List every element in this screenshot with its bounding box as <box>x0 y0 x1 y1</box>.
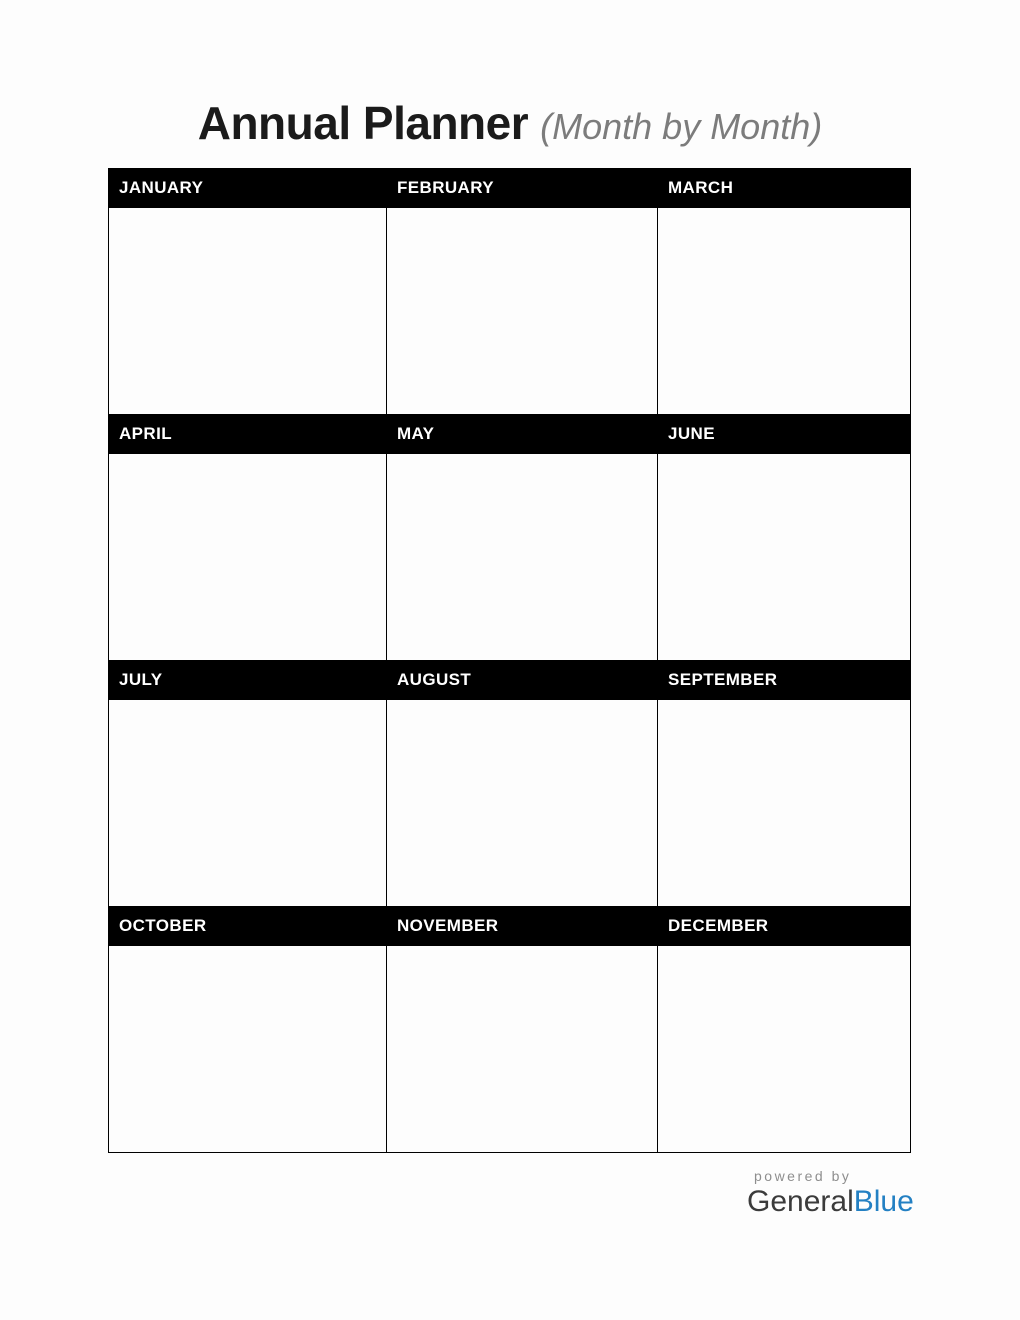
month-header-march: MARCH <box>657 168 911 208</box>
powered-by-label: powered by <box>754 1168 852 1184</box>
month-notes-january <box>108 208 386 414</box>
month-notes-may <box>386 454 657 660</box>
page-title: Annual Planner <box>197 97 529 149</box>
brand-blue: Blue <box>853 1185 914 1218</box>
brand-wordmark <box>747 1186 914 1218</box>
month-header-december: DECEMBER <box>657 906 911 946</box>
month-notes-october <box>108 946 386 1152</box>
brand-logo <box>747 1168 914 1218</box>
month-notes-december <box>657 946 911 1152</box>
page-subtitle: (Month by Month) <box>540 106 823 147</box>
planner-grid <box>108 168 911 1153</box>
month-notes-june <box>657 454 911 660</box>
month-header-september: SEPTEMBER <box>657 660 911 700</box>
brand-general: General <box>747 1185 854 1218</box>
month-header-february: FEBRUARY <box>386 168 657 208</box>
month-notes-february <box>386 208 657 414</box>
month-notes-march <box>657 208 911 414</box>
month-header-november: NOVEMBER <box>386 906 657 946</box>
month-header-april: APRIL <box>108 414 386 454</box>
month-notes-july <box>108 700 386 906</box>
month-notes-september <box>657 700 911 906</box>
month-header-october: OCTOBER <box>108 906 386 946</box>
month-header-july: JULY <box>108 660 386 700</box>
month-notes-august <box>386 700 657 906</box>
month-header-january: JANUARY <box>108 168 386 208</box>
month-header-august: AUGUST <box>386 660 657 700</box>
month-header-june: JUNE <box>657 414 911 454</box>
month-header-may: MAY <box>386 414 657 454</box>
month-notes-november <box>386 946 657 1152</box>
page-title-row <box>0 92 1020 166</box>
month-notes-april <box>108 454 386 660</box>
